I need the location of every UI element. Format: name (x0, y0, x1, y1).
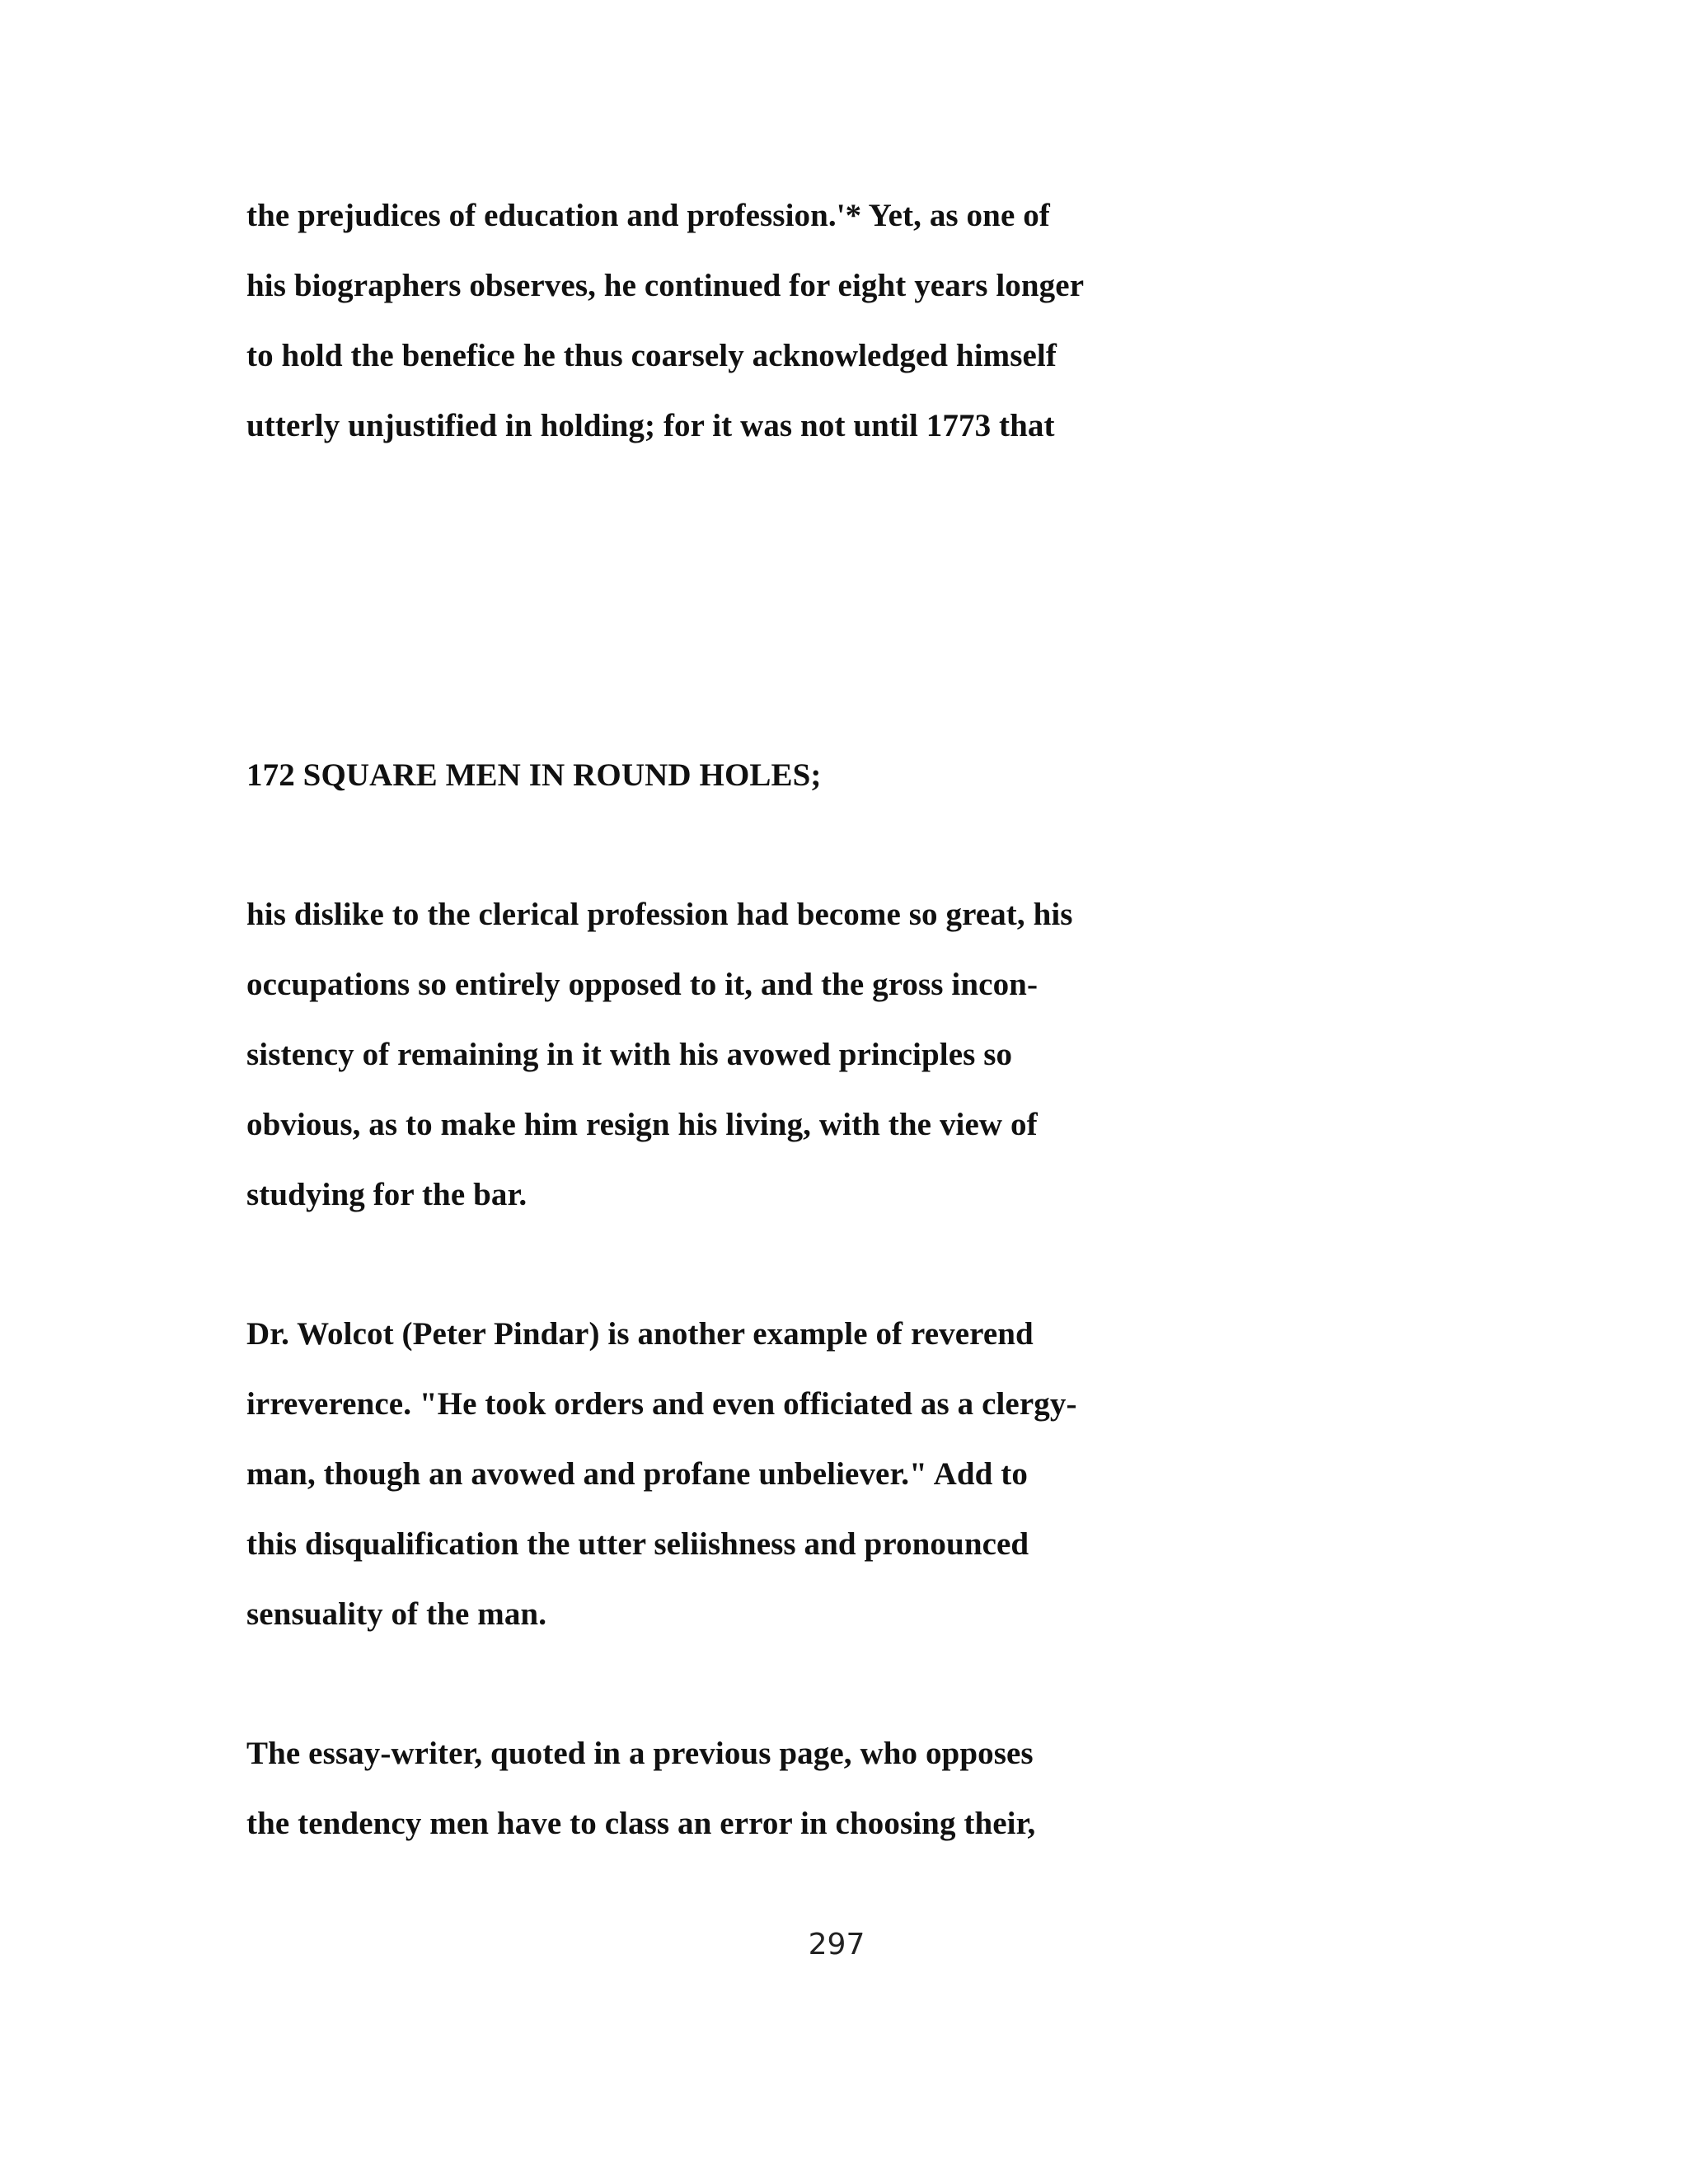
text-line: sensuality of the man. (246, 1596, 547, 1632)
text-line: utterly unjustified in holding; for it was not until 1773 that (246, 408, 1055, 443)
text-line: obvious, as to make him resign his living, with the view of (246, 1107, 1038, 1142)
text-line: irreverence. "He took orders and even officiated as a clergy- (246, 1386, 1077, 1422)
text-line: occupations so entirely opposed to it, and the gross incon- (246, 967, 1039, 1002)
page-number: 297 (808, 1928, 865, 1961)
text-line: this disqualification the utter seliishness and pronounced (246, 1526, 1029, 1562)
text-line: man, though an avowed and profane unbeliever." Add to (246, 1456, 1028, 1492)
text-line: studying for the bar. (246, 1177, 528, 1212)
text-line: his dislike to the clerical profession had become so great, his (246, 897, 1073, 932)
text-line: the tendency men have to class an error in choosing their, (246, 1806, 1036, 1841)
text-line: the prejudices of education and profession.'* Yet, as one of (246, 198, 1050, 233)
text-line: The essay-writer, quoted in a previous page, who opposes (246, 1736, 1034, 1771)
text-line: his biographers observes, he continued for eight years longer (246, 268, 1085, 303)
running-header: 172 SQUARE MEN IN ROUND HOLES; (246, 757, 822, 793)
text-line: Dr. Wolcot (Peter Pindar) is another example of reverend (246, 1316, 1034, 1352)
text-line: to hold the benefice he thus coarsely acknowledged himself (246, 338, 1057, 373)
text-line: sistency of remaining in it with his avowed principles so (246, 1037, 1013, 1072)
